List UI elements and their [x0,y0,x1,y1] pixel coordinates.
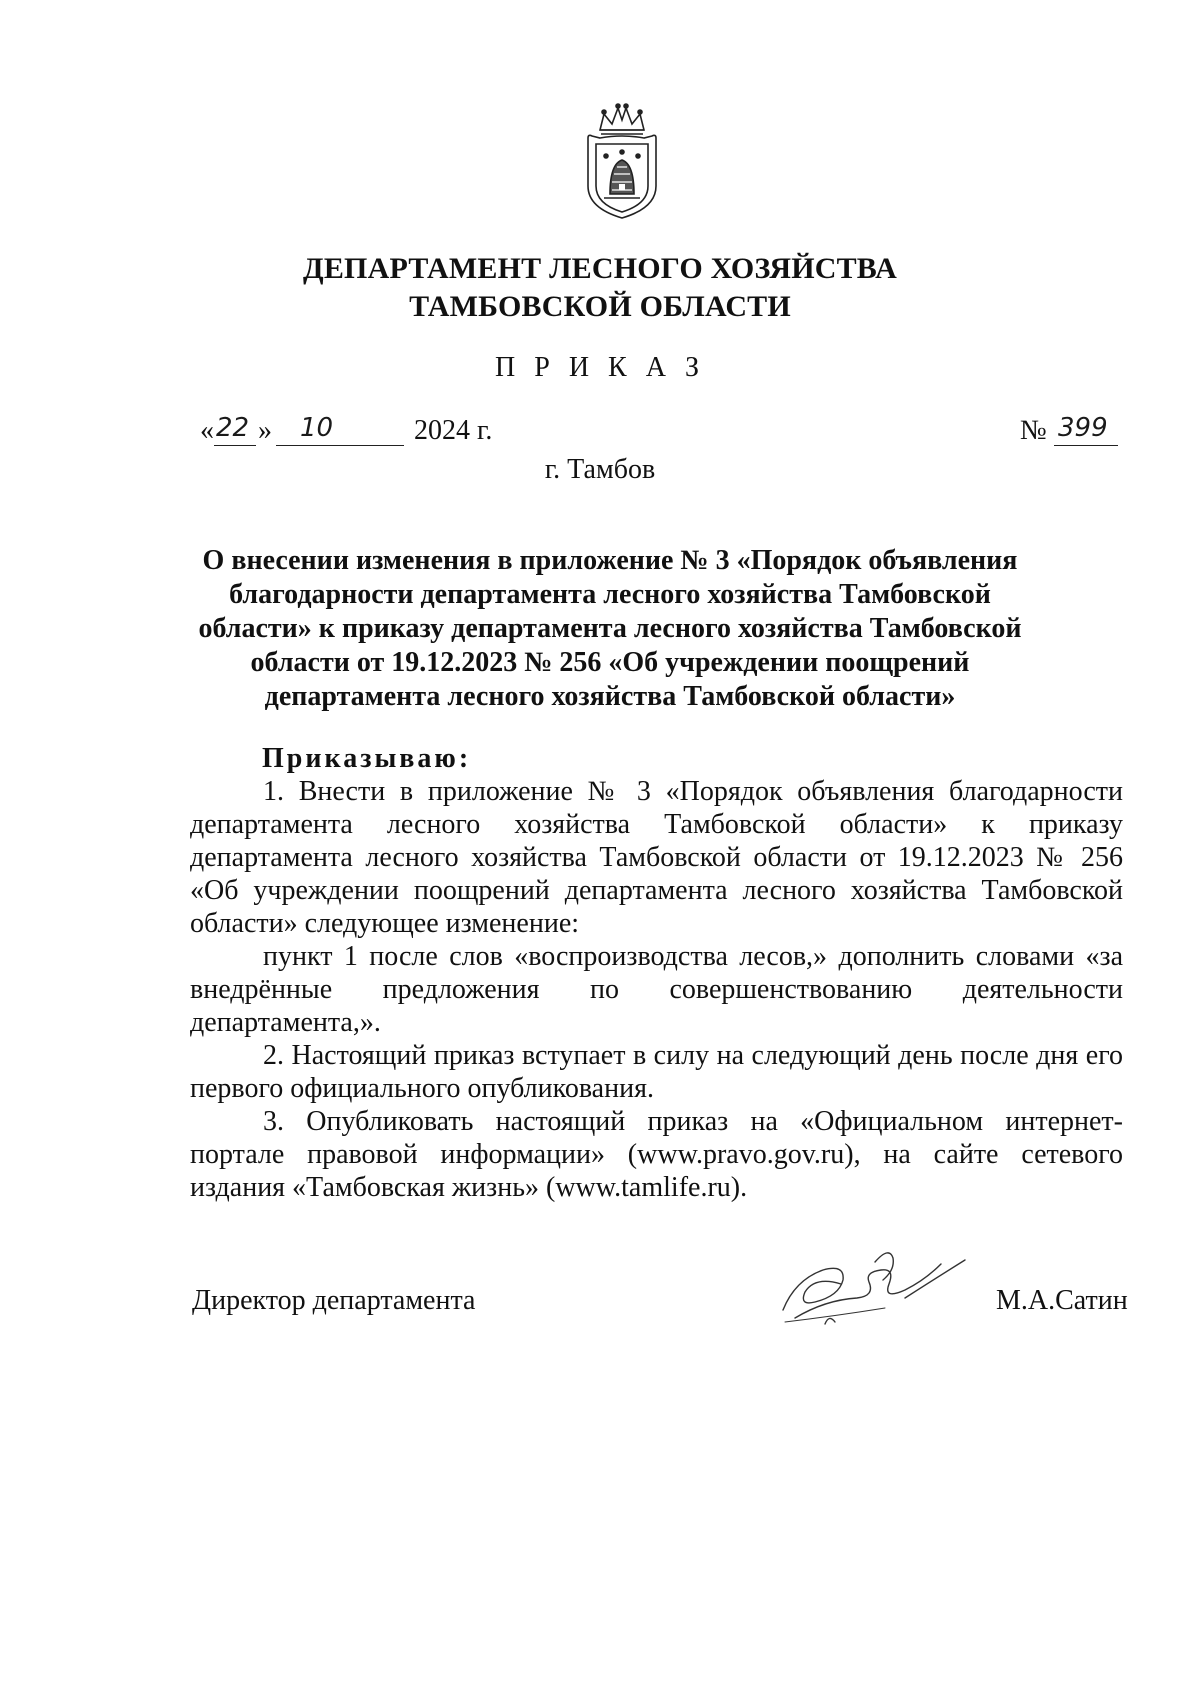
department-title [0,250,1200,326]
link-pravo[interactable]: www.pravo.gov.ru [637,1139,845,1170]
order-item-3-start: 3. Опубликовать настоящий приказ на «Официальном интернет-портале правовой информации» ( [190,1106,1123,1170]
department-title-line1: ДЕПАРТАМЕНТ ЛЕСНОГО ХОЗЯЙСТВА [303,252,897,285]
coat-of-arms-icon [574,100,670,222]
signer-name: М.А.Сатин [996,1285,1128,1316]
order-lead: Приказываю: [262,743,472,774]
order-body [190,742,1123,1204]
order-city: г. Тамбов [544,454,656,485]
order-item-3-end: ). [730,1172,748,1203]
date-day-underline [214,445,256,446]
order-date [200,415,520,455]
order-item-3-mid: ), на сайте сетевого издания «Тамбовская жизнь» ( [190,1139,1123,1203]
order-number-prefix: № [1020,415,1047,446]
order-number [1020,415,1120,455]
date-month-handwritten: 10 [300,413,334,443]
order-item-1: 1. Внести в приложение № 3 «Порядок объявления благодарности департамента лесного хозяйства Тамбовской области» к приказу департамента лесного хозяйства Тамбовской области от 19.12.2023 № 256 «Об учреждении поощрений департамента лесного хозяйства Тамбовской области» следующее изменение: [190,776,1123,939]
link-tamlife[interactable]: www.tamlife.ru [555,1172,731,1203]
order-heading: П Р И К А З [495,352,705,383]
date-month-underline [276,445,404,446]
date-year: 2024 г. [414,415,493,446]
handwritten-signature-icon [765,1240,975,1335]
order-item-1-sub: пункт 1 после слов «воспроизводства лесов,» дополнить словами «за внедрённые предложения по совершенствованию деятельности департамента,». [190,941,1123,1038]
order-item-3 [190,1105,1123,1204]
date-quote-open: « [200,415,214,446]
order-item-2: 2. Настоящий приказ вступает в силу на следующий день после дня его первого официального опубликования. [190,1040,1123,1104]
order-number-underline [1054,445,1118,446]
signer-position: Директор департамента [192,1285,476,1316]
department-title-line2: ТАМБОВСКОЙ ОБЛАСТИ [409,290,791,323]
date-quote-close: » [258,415,272,446]
date-day-handwritten: 22 [216,413,250,443]
order-subject: О внесении изменения в приложение № 3 «Порядок объявления благодарности департамента лесного хозяйства Тамбовской области» к приказу департамента лесного хозяйства Тамбовской области от 19.12.2023 № 256 «Об учреждении поощрений департамента лесного хозяйства Тамбовской области» [198,545,1022,712]
order-number-handwritten: 399 [1058,413,1108,443]
